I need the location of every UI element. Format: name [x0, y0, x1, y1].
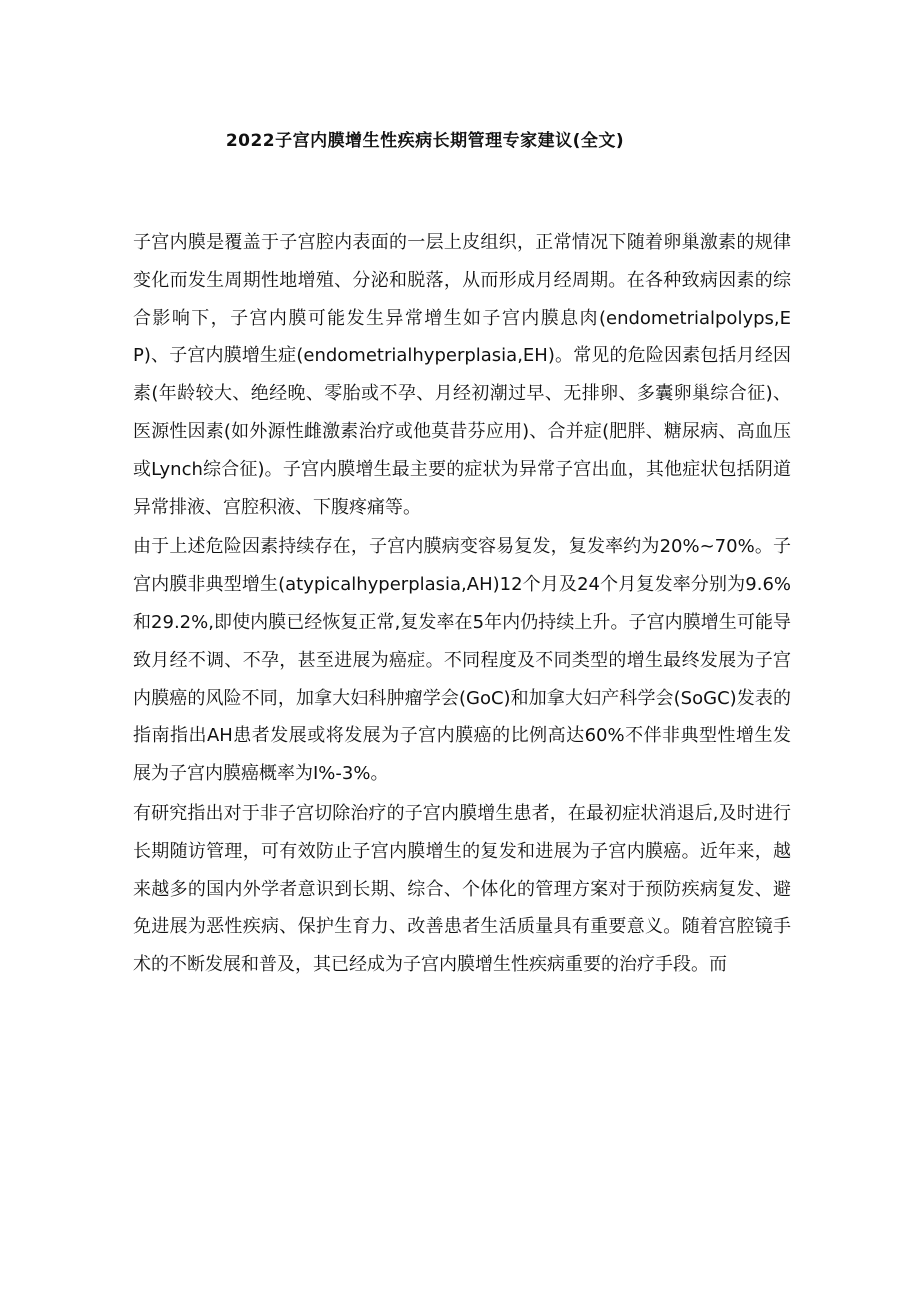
document-body [133, 224, 791, 984]
paragraph-intro: 子宫内膜是覆盖于子宫腔内表面的一层上皮组织，正常情况下随着卵巢激素的规律变化而发生周期性地增殖、分泌和脱落，从而形成月经周期。在各种致病因素的综合影响下，子宫内膜可能发生异常增生如子宫内膜息肉(endometrialpolyps,EP)、子宫内膜增生症(endometrialhyperplasia,EH)。常见的危险因素包括月经因素(年龄较大、绝经晚、零胎或不孕、月经初潮过早、无排卵、多囊卵巢综合征)、医源性因素(如外源性雌激素治疗或他莫昔芬应用)、合并症(肥胖、糖尿病、高血压或Lynch综合征)。子宫内膜增生最主要的症状为异常子宫出血，其他症状包括阴道异常排液、宫腔积液、下腹疼痛等。 [133, 232, 791, 518]
paragraph-recurrence: 由于上述危险因素持续存在，子宫内膜病变容易复发，复发率约为20%~70%。子宫内膜非典型增生(atypicalhyperplasia,AH)12个月及24个月复发率分别为9.6%和29.2%,即使内膜已经恢复正常,复发率在5年内仍持续上升。子宫内膜增生可能导致月经不调、不孕，甚至进展为癌症。不同程度及不同类型的增生最终发展为子宫内膜癌的风险不同，加拿大妇科肿瘤学会(GoC)和加拿大妇产科学会(SoGC)发表的指南指出AH患者发展或将发展为子宫内膜癌的比例高达60%不伴非典型性增生发展为子宫内膜癌概率为I%-3%。 [133, 536, 791, 785]
document-title: 2022子宫内膜增生性疾病长期管理专家建议(全文) [225, 131, 625, 151]
paragraph-management: 有研究指出对于非子宫切除治疗的子宫内膜增生患者，在最初症状消退后,及时进行长期随访管理，可有效防止子宫内膜增生的复发和进展为子宫内膜癌。近年来，越来越多的国内外学者意识到长期、综合、个体化的管理方案对于预防疾病复发、避免进展为恶性疾病、保护生育力、改善患者生活质量具有重要意义。随着宫腔镜手术的不断发展和普及，其已经成为子宫内膜增生性疾病重要的治疗手段。而 [133, 802, 791, 976]
